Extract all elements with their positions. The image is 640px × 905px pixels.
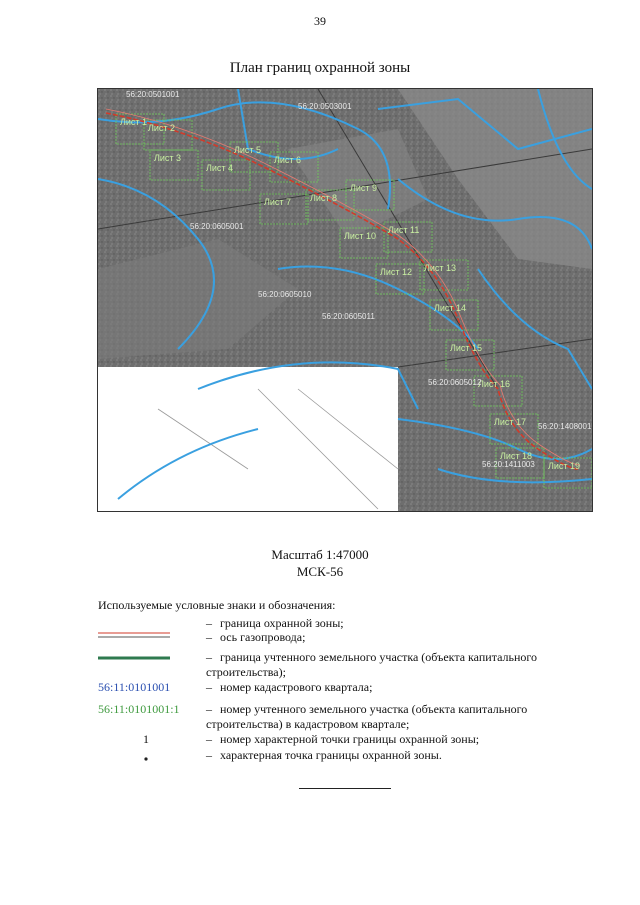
legend-item-text [206,748,576,763]
parcel-number-symbol: 56:11:0101001:1 [98,702,180,716]
legend-item-label: номер учтенного земельного участка (объекта капитального строительства) в кадастровом квартале; [206,702,528,731]
sheet-label[interactable]: Лист 1 [120,117,148,127]
scale-label: Масштаб 1:47000 [271,547,369,562]
sheet-label[interactable]: Лист 19 [548,461,581,471]
point-number-symbol: 1 [143,732,149,746]
sheet-label[interactable]: Лист 13 [424,263,457,273]
quarter-label: 56:20:0501001 [126,90,180,99]
point-dot-icon [98,748,198,764]
crs-label: МСК-56 [296,564,344,579]
legend-dash: – [206,748,212,762]
quarter-label: 56:20:0605010 [258,290,312,299]
sheet-label[interactable]: Лист 12 [380,267,413,277]
page-number: 39 [314,14,326,28]
legend-item-label: граница охранной зоны; [220,616,344,630]
legend-item-label: характерная точка границы охранной зоны. [220,748,442,762]
page-title: План границ охранной зоны [229,60,411,76]
quarter-label: 56:20:0605012 [428,378,482,387]
legend-item-text [206,702,576,732]
sheet-label[interactable]: Лист 5 [234,145,262,155]
legend-item-text [206,680,576,695]
legend-item-label: граница учтенного земельного участка (объекта капитального строительства); [206,650,538,679]
sheet-label[interactable]: Лист 11 [388,225,420,235]
legend-dash: – [206,650,212,664]
bottom-rule [299,788,391,789]
quarter-label: 56:20:0605011 [322,312,375,321]
sheet-label[interactable]: Лист 6 [274,155,302,165]
legend-dash: – [206,702,212,716]
quarter-label: 56:20:0503001 [298,102,352,111]
legend-item-text [206,630,576,645]
sheet-label[interactable]: Лист 9 [350,183,378,193]
sheet-label[interactable]: Лист 2 [148,123,176,133]
legend-item-text [206,650,576,680]
legend-item-label: номер кадастрового квартала; [220,680,373,694]
legend-dash: – [206,630,212,644]
legend-item-text [206,732,576,747]
pipeline-axis-symbol [98,630,198,646]
parcel-boundary-symbol [98,650,198,666]
sheet-label[interactable]: Лист 17 [494,417,527,427]
legend-item-text [206,616,576,631]
legend-dash: – [206,732,212,746]
sheet-label[interactable]: Лист 16 [478,379,511,389]
sheet-label[interactable]: Лист 3 [154,153,182,163]
unmapped-area [98,367,398,511]
legend-item-label: ось газопровода; [220,630,306,644]
sheet-label[interactable]: Лист 14 [434,303,467,313]
sheet-label[interactable]: Лист 7 [264,197,292,207]
map-view[interactable] [97,88,593,512]
quarter-label: 56:20:1408001 [538,422,592,431]
quarter-label: 56:20:0605001 [190,222,244,231]
quarter-number-symbol: 56:11:0101001 [98,680,171,694]
sheet-label[interactable]: Лист 8 [310,193,338,203]
sheet-label[interactable]: Лист 4 [206,163,234,173]
quarter-label: 56:20:1411003 [482,460,535,469]
legend-heading: Используемые условные знаки и обозначения: [98,598,336,612]
legend-dash: – [206,616,212,630]
map-canvas [98,89,592,511]
sheet-label[interactable]: Лист 15 [450,343,483,353]
scale-block [0,546,640,580]
legend-dash: – [206,680,212,694]
legend-item-label: номер характерной точки границы охранной зоны; [220,732,480,746]
sheet-label[interactable]: Лист 18 [500,451,533,461]
sheet-label[interactable]: Лист 10 [344,231,377,241]
